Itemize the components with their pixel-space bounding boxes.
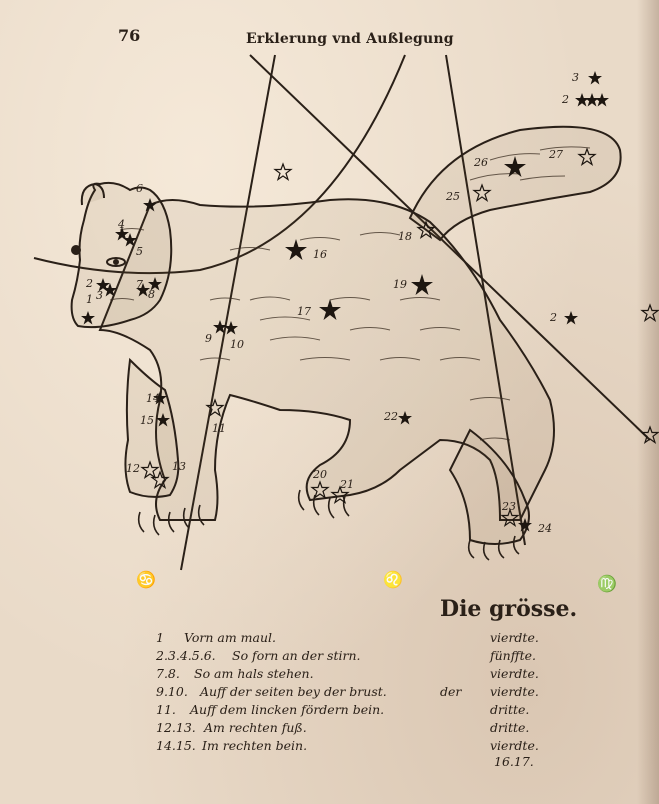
legend-star-numbers: 12.13. [156,720,196,735]
star-label-21: 21 [340,478,354,491]
star-label-14: 14 [146,392,160,405]
star-label-11: 11 [212,422,226,435]
legend-row [0,720,659,740]
star-label-25: 25 [446,190,460,203]
star-label-6: 6 [136,182,143,195]
star-label-27: 27 [549,148,563,161]
star-label-1: 1 [86,293,93,306]
zodiac-leo-icon: ♌ [383,570,403,589]
star-label-20: 20 [313,468,327,481]
legend-star-numbers: 2.3.4.5.6. [156,648,216,663]
star-label-5: 5 [136,245,143,258]
legend-magnitude: vierdte. [490,738,539,753]
legend-star-numbers: 1 [156,630,164,645]
legend-row [0,630,659,650]
running-title: Erklerung vnd Außlegung [246,31,454,47]
legend-magnitude: vierdte. [490,630,539,645]
legend-title: Die grösse. [440,596,578,622]
zodiac-cancer-icon: ♋ [136,570,156,589]
catchword: 16.17. [494,754,534,769]
legend-description: So am hals stehen. [194,666,314,681]
legend-magnitude: vierdte. [490,666,539,681]
page-number: 76 [118,26,141,45]
star-label-8: 8 [148,288,155,301]
star-label-7: 7 [136,278,143,291]
legend-description: Vorn am maul. [184,630,277,645]
star-label-10: 10 [230,338,244,351]
star-label-4: 4 [118,218,125,231]
legend-star-numbers: 11. [156,702,176,717]
star-label-9: 9 [205,332,212,345]
legend-magnitude: vierdte. [490,684,539,699]
star-label-15: 15 [140,414,154,427]
legend-magnitude: dritte. [490,720,530,735]
legend-description: Auff der seiten bey der brust. [200,684,387,699]
legend-row [0,648,659,668]
legend-star-numbers: 14.15. [156,738,196,753]
star-label-12: 12 [126,462,140,475]
star-label-23: 23 [502,500,516,513]
legend-star-numbers: 7.8. [156,666,180,681]
star-label-16: 16 [313,248,327,261]
legend-row [0,666,659,686]
star-label-26: 26 [474,156,488,169]
legend-description: Auff dem lincken fördern bein. [190,702,385,717]
legend-row [0,684,659,704]
star-label-13: 13 [172,460,186,473]
star-label-17: 17 [297,305,311,318]
legend-description: Am rechten fuß. [204,720,307,735]
star-label-outer-3: 3 [572,71,579,84]
legend-description: Im rechten bein. [202,738,308,753]
legend-star-numbers: 9.10. [156,684,188,699]
legend-magnitude: dritte. [490,702,530,717]
legend-row [0,702,659,722]
star-label-24: 24 [538,522,552,535]
legend-row [0,738,659,758]
zodiac-virgo-icon: ♍ [597,574,617,593]
legend-extra: der [440,684,462,699]
star-label-2: 2 [86,277,93,290]
legend-magnitude: fünffte. [490,648,536,663]
star-label-outer-2a: 2 [562,93,569,106]
legend-description: So forn an der stirn. [232,648,361,663]
star-label-18: 18 [398,230,412,243]
star-label-19: 19 [393,278,407,291]
star-label-22: 22 [384,410,398,423]
star-label-3: 3 [96,289,103,302]
star-label-outer-2b: 2 [550,311,557,324]
